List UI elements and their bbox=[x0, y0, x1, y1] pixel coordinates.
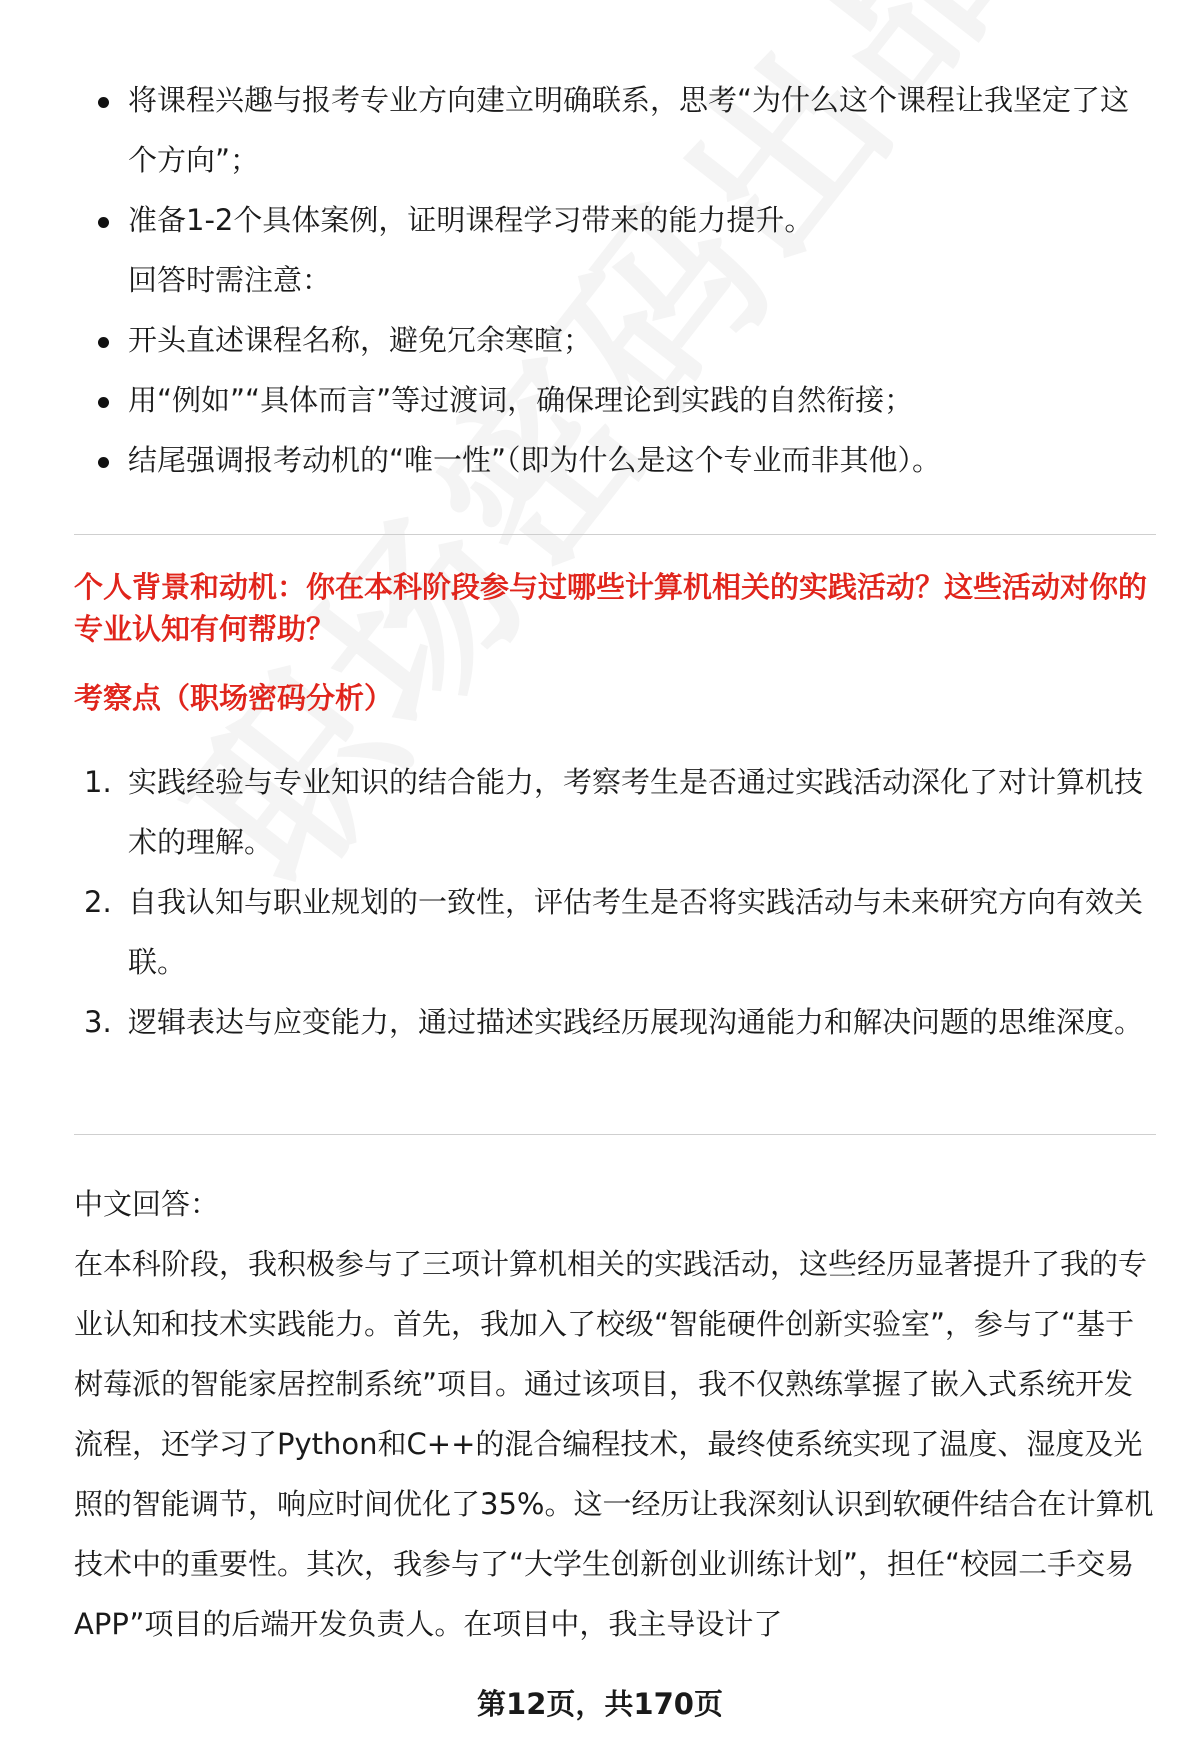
list-item-text: 结尾强调报考动机的“唯一性”（即为什么是这个专业而非其他）。 bbox=[128, 443, 942, 477]
list-item bbox=[74, 752, 1154, 872]
tips-list bbox=[74, 70, 1154, 490]
list-item-text: 开头直述课程名称，避免冗余寒暄； bbox=[128, 323, 593, 357]
page-number: 第12页，共170页 bbox=[477, 1687, 723, 1721]
bullet-icon bbox=[98, 457, 109, 468]
analysis-list bbox=[74, 752, 1154, 1052]
list-item bbox=[74, 310, 1154, 370]
bullet-icon bbox=[98, 217, 109, 228]
divider bbox=[74, 534, 1156, 535]
note-label: 回答时需注意： bbox=[128, 263, 332, 297]
list-number: 2. bbox=[84, 885, 112, 919]
divider bbox=[74, 1134, 1156, 1135]
list-item-text: 实践经验与专业知识的结合能力，考察考生是否通过实践活动深化了对计算机技术的理解。 bbox=[128, 765, 1144, 859]
list-item-text: 用“例如”“具体而言”等过渡词，确保理论到实践的自然衔接； bbox=[128, 383, 914, 417]
answer-text: 在本科阶段，我积极参与了三项计算机相关的实践活动，这些经历显著提升了我的专业认知和技术实践能力。首先，我加入了校级“智能硬件创新实验室”，参与了“基于树莓派的智能家居控制系统”项目。通过该项目，我不仅熟练掌握了嵌入式系统开发流程，还学习了Python和C++的混合编程技术，最终使系统实现了温度、湿度及光照的智能调节，响应时间优化了35%。这一经历让我深刻认识到软硬件结合在计算机技术中的重要性。其次，我参与了“大学生创新创业训练计划”，担任“校园二手交易APP”项目的后端开发负责人。在项目中，我主导设计了 bbox=[74, 1247, 1154, 1641]
list-item bbox=[74, 430, 1154, 490]
list-item-text: 逻辑表达与应变能力，通过描述实践经历展现沟通能力和解决问题的思维深度。 bbox=[128, 1005, 1144, 1039]
list-item bbox=[74, 872, 1154, 992]
list-item bbox=[74, 370, 1154, 430]
bullet-icon bbox=[98, 97, 109, 108]
list-item-text: 自我认知与职业规划的一致性，评估考生是否将实践活动与未来研究方向有效关联。 bbox=[128, 885, 1144, 979]
bullet-icon bbox=[98, 397, 109, 408]
list-item bbox=[74, 70, 1154, 190]
list-item-text: 将课程兴趣与报考专业方向建立明确联系，思考“为什么这个课程让我坚定了这个方向”； bbox=[128, 83, 1130, 177]
answer-section bbox=[74, 1174, 1156, 1654]
question-heading: 个人背景和动机：你在本科阶段参与过哪些计算机相关的实践活动？这些活动对你的专业认知有何帮助？ bbox=[74, 570, 1148, 646]
analysis-heading: 考察点（职场密码分析） bbox=[74, 681, 394, 715]
list-item bbox=[74, 992, 1154, 1052]
answer-label: 中文回答： bbox=[74, 1187, 220, 1221]
bullet-icon bbox=[98, 337, 109, 348]
list-item bbox=[74, 190, 1154, 250]
list-number: 3. bbox=[84, 1005, 112, 1039]
list-number: 1. bbox=[84, 765, 112, 799]
list-item-text: 准备1-2个具体案例，证明课程学习带来的能力提升。 bbox=[128, 203, 814, 237]
